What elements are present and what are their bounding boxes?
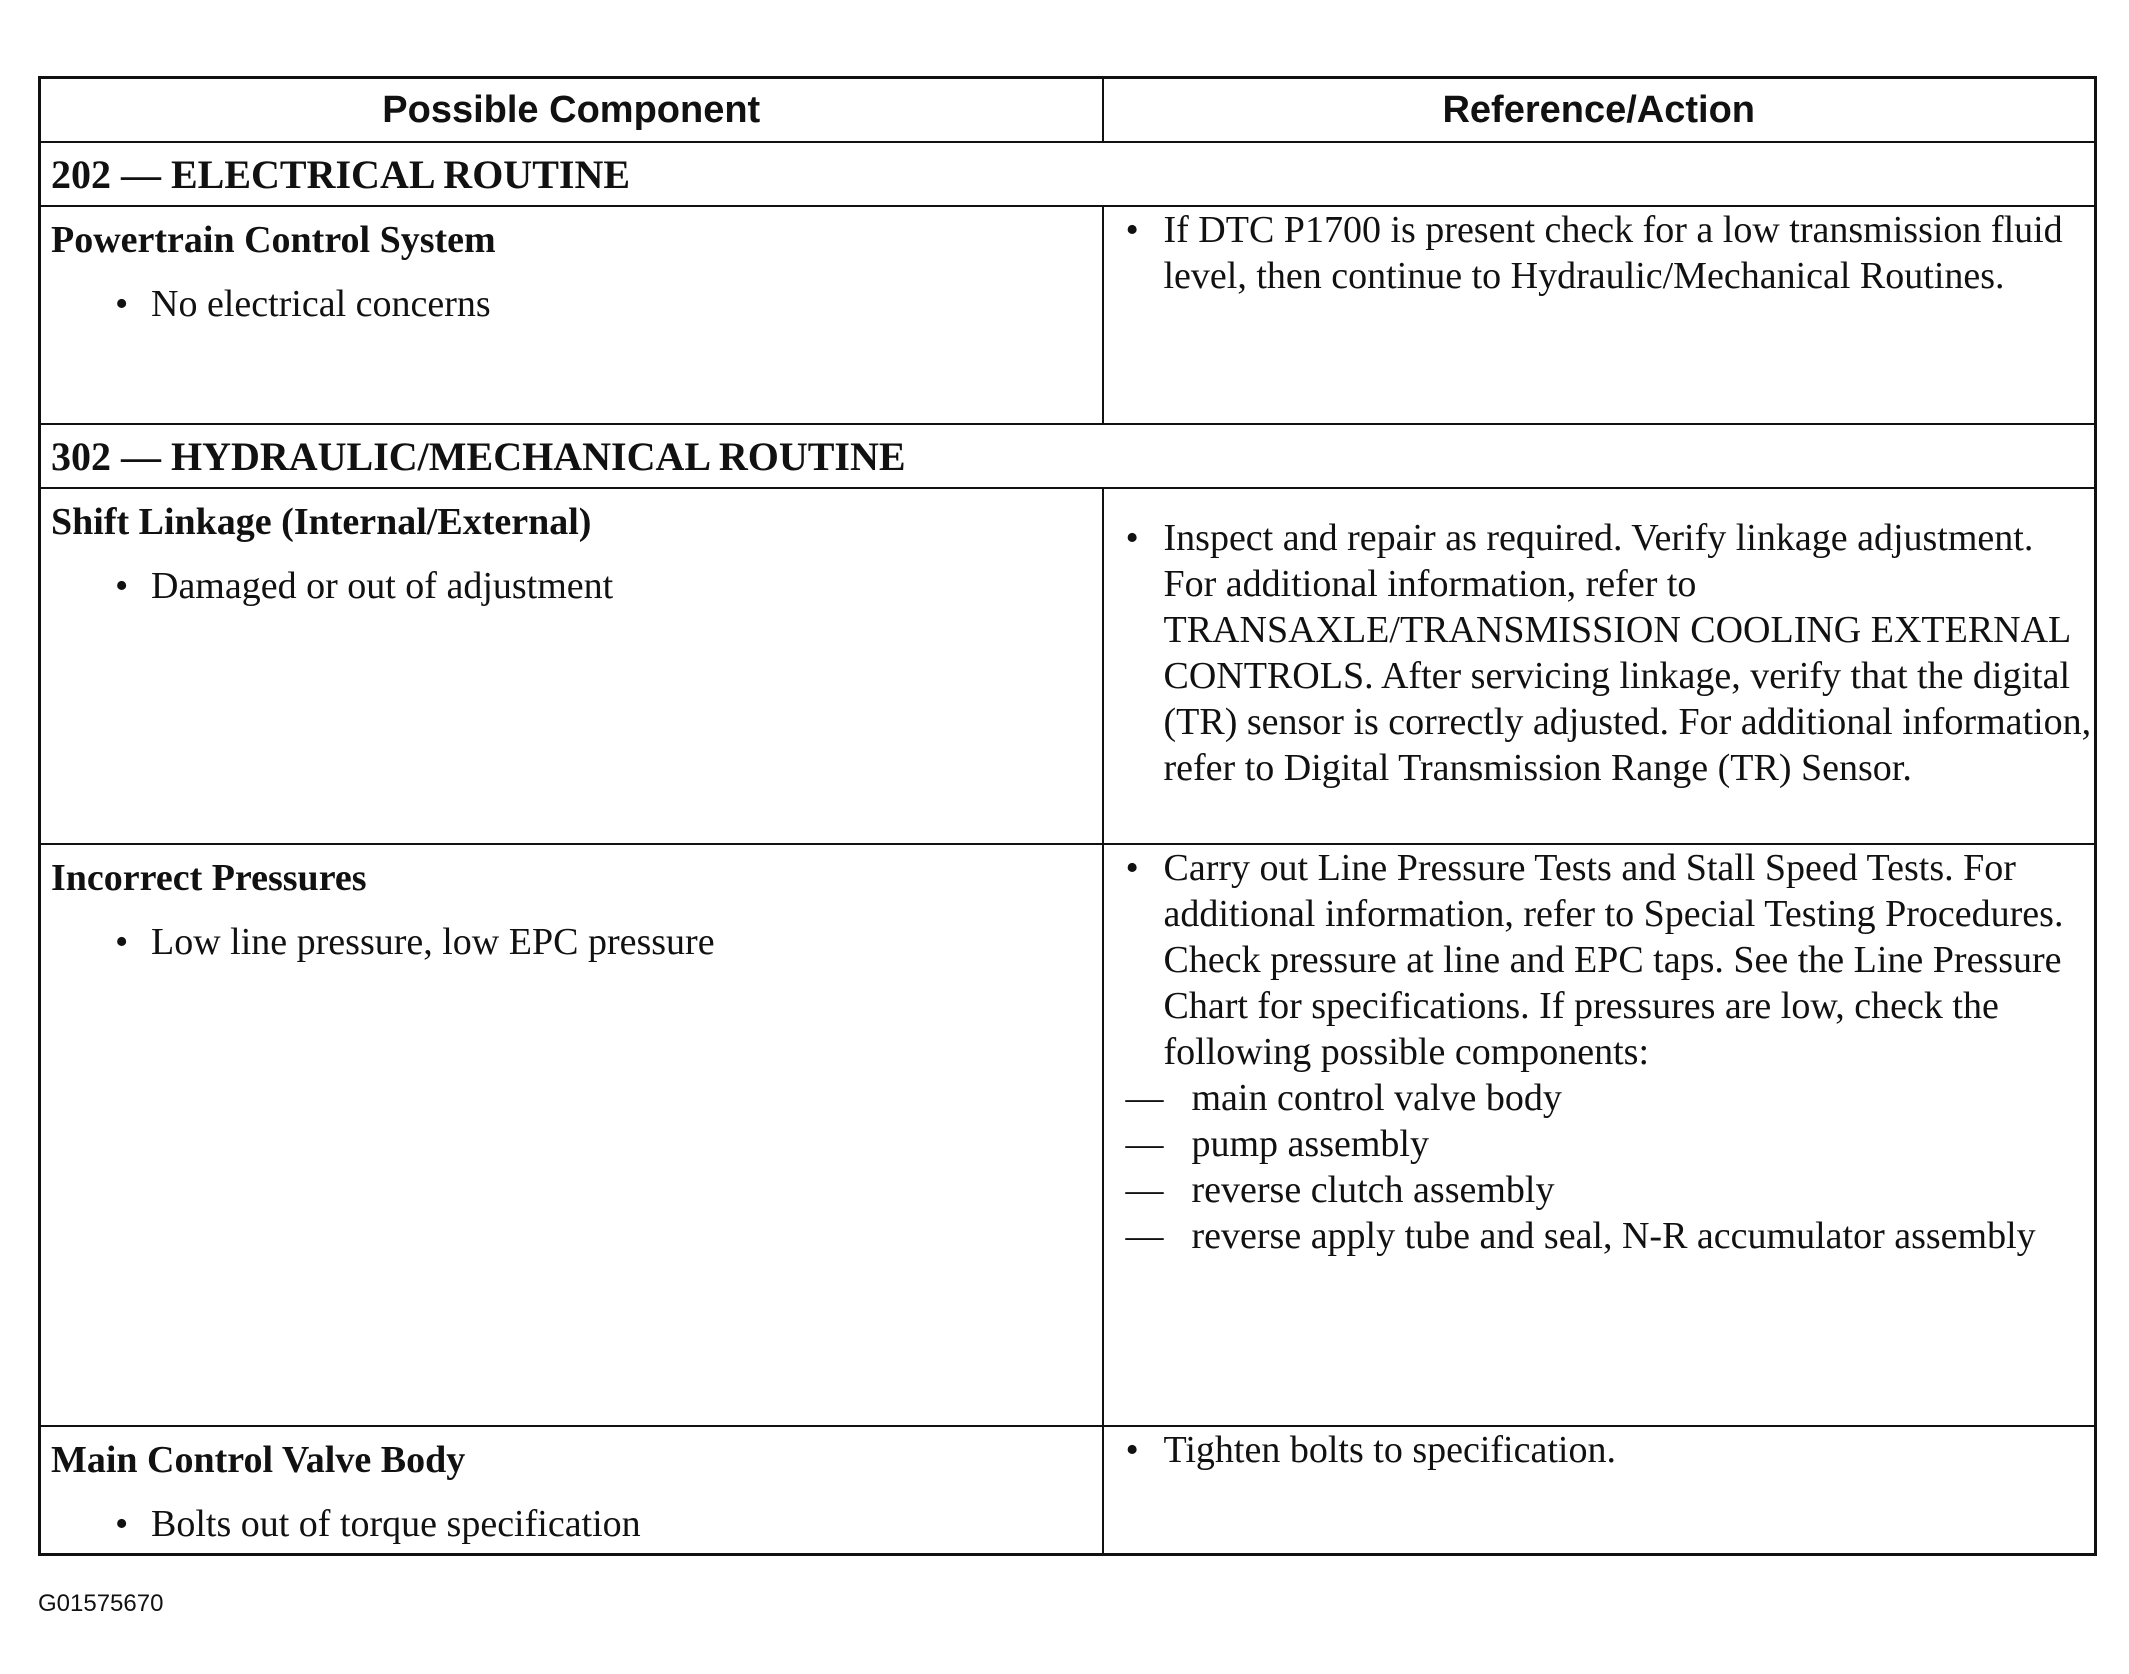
action-cell <box>1103 488 2096 844</box>
dash-icon: — <box>1125 1077 1164 1119</box>
action-item <box>1104 207 2095 299</box>
component-cell <box>40 488 1103 844</box>
bullet-icon: • <box>1125 847 1139 889</box>
action-item <box>1104 845 2095 1075</box>
list-item-text: main control valve body <box>1191 1077 1562 1119</box>
component-item <box>41 1501 1102 1547</box>
dash-icon: — <box>1125 1215 1164 1257</box>
bullet-icon: • <box>115 283 129 325</box>
action-text: Carry out Line Pressure Tests and Stall Speed Tests. For additional information, refer to Special Testing Procedures. Check pressure at line and EPC taps. See the Line Pressure Chart for specifications. If pressures are low, check the following possible components: <box>1163 847 2064 1073</box>
component-check-list <box>1104 1075 2095 1259</box>
bullet-icon: • <box>115 1503 129 1545</box>
bullet-icon: • <box>115 565 129 607</box>
action-text: Tighten bolts to specification. <box>1163 1429 1616 1471</box>
component-item-text: No electrical concerns <box>151 283 491 325</box>
list-item <box>1104 1167 2095 1213</box>
action-text: Inspect and repair as required. Verify linkage adjustment. For additional information, refer to TRANSAXLE/TRANSMISSION COOLING EXTERNAL CONTROLS. After servicing linkage, verify that the digital (TR) sensor is correctly adjusted. For additional information, refer to Digital Transmission Range (TR) Sensor. <box>1163 517 2092 789</box>
bullet-icon: • <box>115 921 129 963</box>
bullet-icon: • <box>1125 1429 1139 1471</box>
component-title: Shift Linkage (Internal/External) <box>51 501 592 543</box>
table-row <box>40 206 2096 424</box>
action-cell <box>1103 1426 2096 1554</box>
component-item <box>41 563 1102 609</box>
list-item <box>1104 1213 2095 1259</box>
table-row <box>40 1426 2096 1554</box>
component-item-text: Bolts out of torque specification <box>151 1503 641 1545</box>
figure-id: G01575670 <box>38 1590 164 1617</box>
list-item <box>1104 1075 2095 1121</box>
list-item-text: reverse apply tube and seal, N-R accumulator assembly <box>1191 1215 2036 1257</box>
action-item <box>1104 1427 2095 1473</box>
list-item-text: pump assembly <box>1191 1123 1429 1165</box>
section-title-hydraulic: 302 — HYDRAULIC/MECHANICAL ROUTINE <box>40 424 2096 488</box>
component-title: Powertrain Control System <box>51 219 496 261</box>
component-item-text: Low line pressure, low EPC pressure <box>151 921 715 963</box>
dash-icon: — <box>1125 1169 1164 1211</box>
list-item <box>1104 1121 2095 1167</box>
table-row <box>40 488 2096 844</box>
dash-icon: — <box>1125 1123 1164 1165</box>
component-item <box>41 919 1102 965</box>
component-item-text: Damaged or out of adjustment <box>151 565 614 607</box>
table-row <box>40 844 2096 1426</box>
component-cell <box>40 844 1103 1426</box>
component-cell <box>40 1426 1103 1554</box>
action-cell <box>1103 844 2096 1426</box>
list-item-text: reverse clutch assembly <box>1191 1169 1555 1211</box>
header-possible-component: Possible Component <box>40 78 1103 143</box>
component-cell <box>40 206 1103 424</box>
table-header-row <box>40 78 2096 143</box>
action-item <box>1104 515 2095 791</box>
component-title: Main Control Valve Body <box>51 1439 466 1481</box>
action-cell <box>1103 206 2096 424</box>
section-title-electrical: 202 — ELECTRICAL ROUTINE <box>40 142 2096 206</box>
header-reference-action: Reference/Action <box>1103 78 2096 143</box>
section-row-hydraulic <box>40 424 2096 488</box>
action-text: If DTC P1700 is present check for a low transmission fluid level, then continue to Hydraulic/Mechanical Routines. <box>1163 209 2063 297</box>
section-row-electrical <box>40 142 2096 206</box>
diagnosis-table <box>38 76 2097 1556</box>
bullet-icon: • <box>1125 517 1139 559</box>
bullet-icon: • <box>1125 209 1139 251</box>
component-item <box>41 281 1102 327</box>
component-title: Incorrect Pressures <box>51 857 367 899</box>
